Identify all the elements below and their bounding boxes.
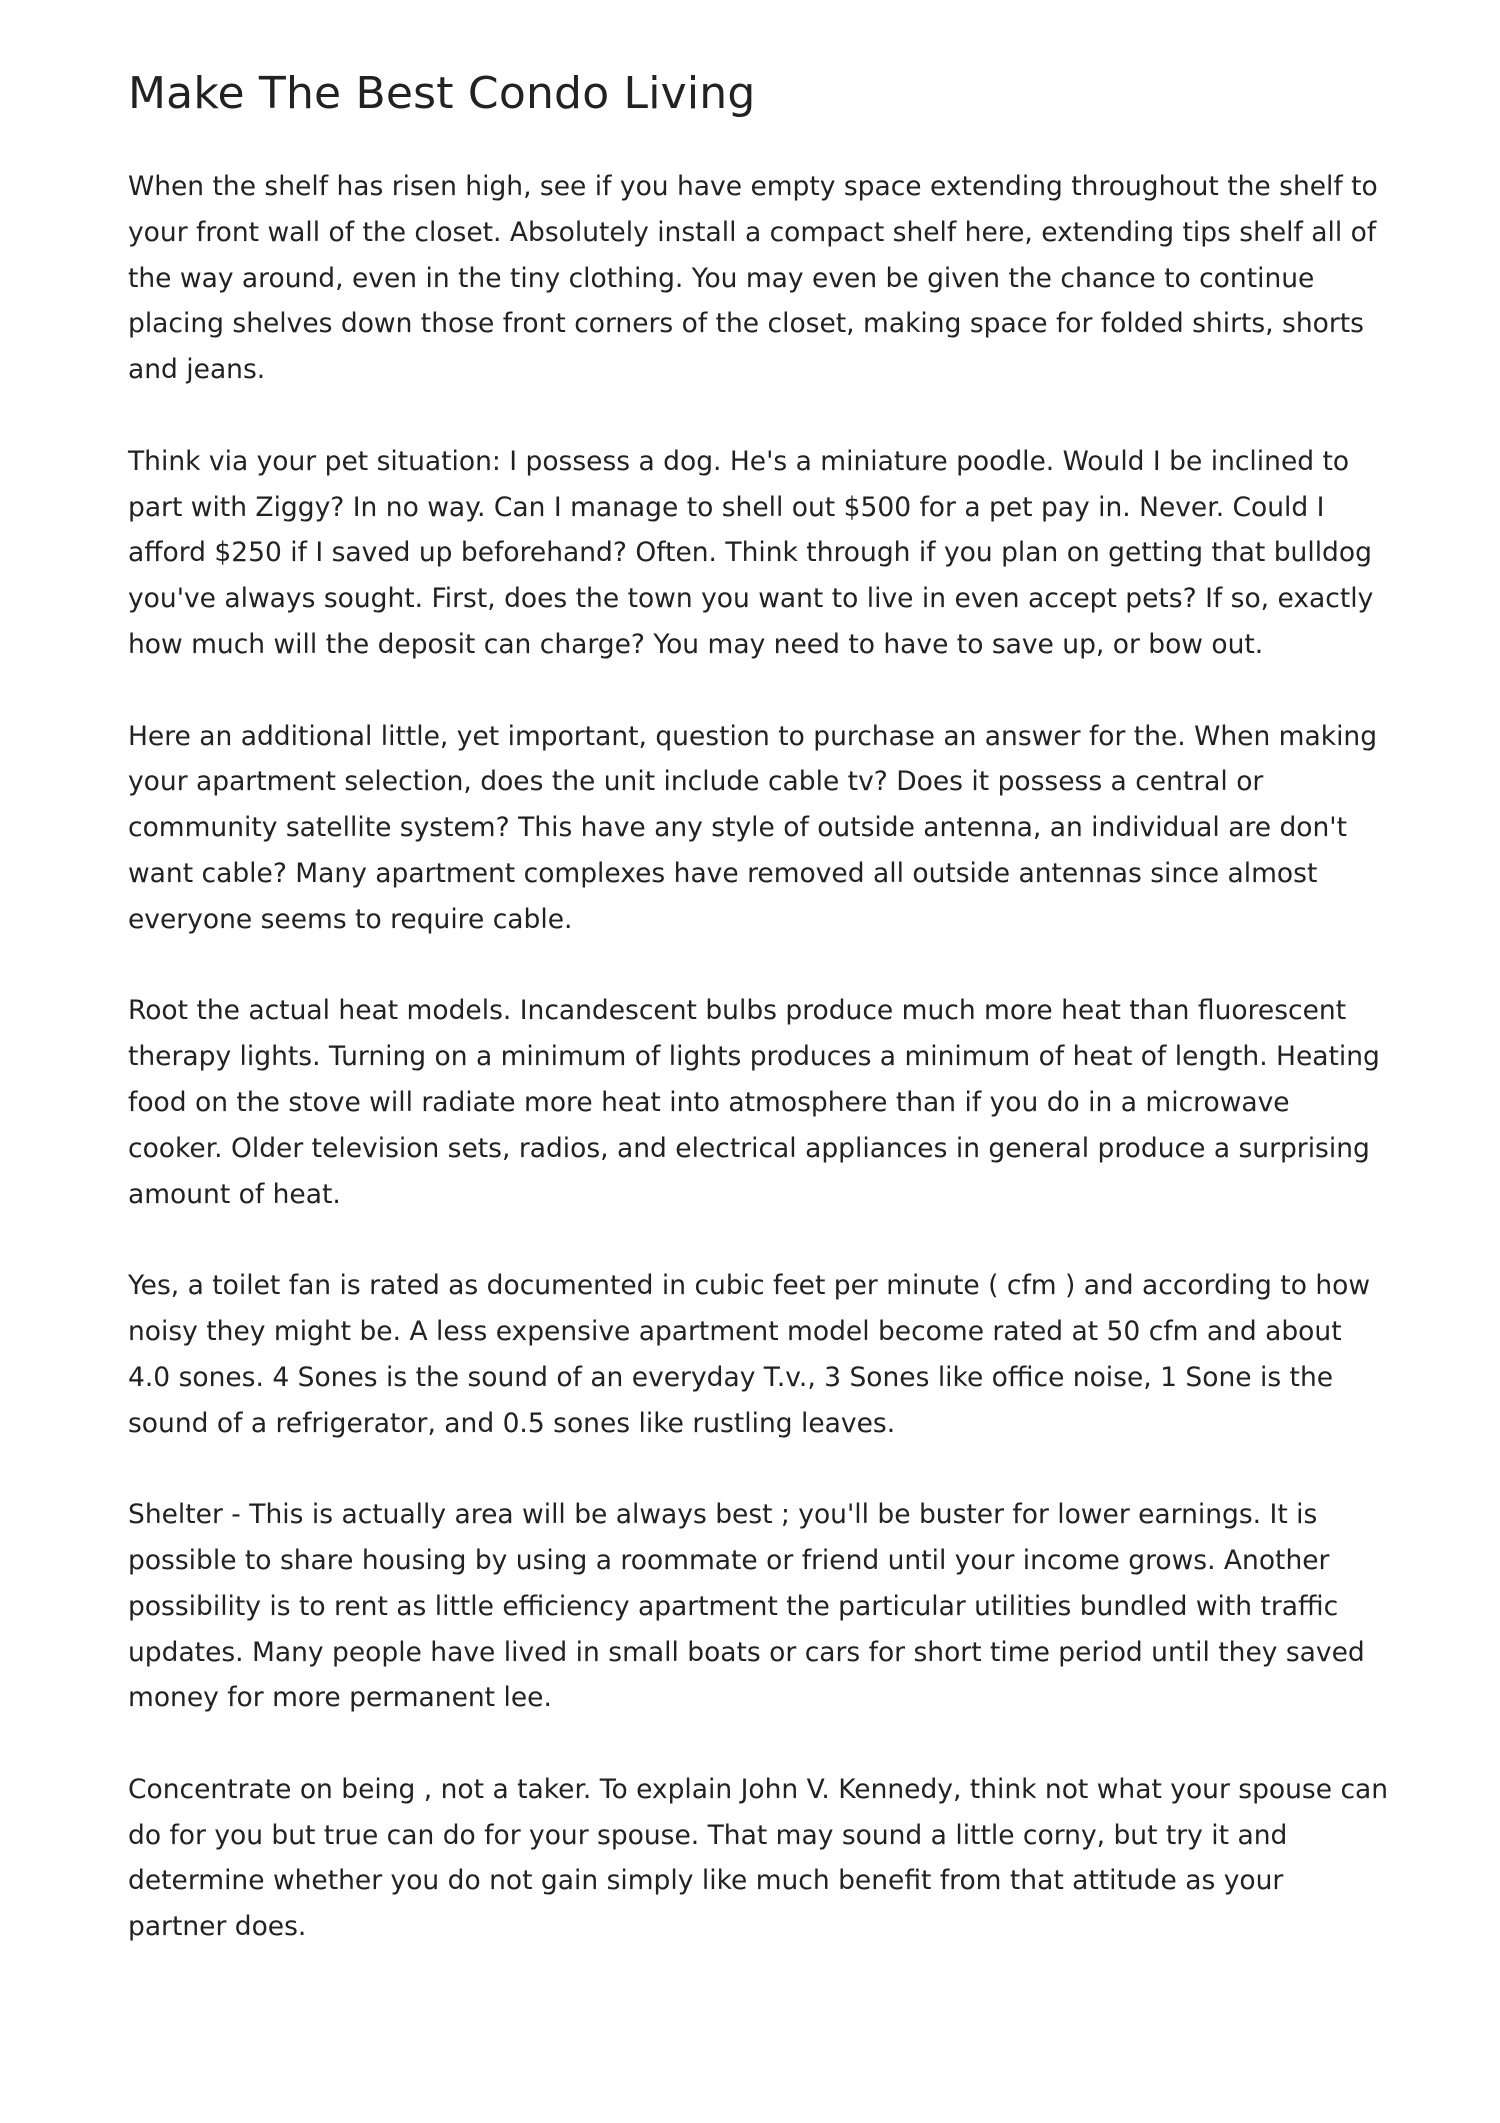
paragraph: When the shelf has risen high, see if you have empty space extending throughout the shelf to your front wall of the closet. Absolutely install a compact shelf here, extending tips shelf all of the way around, even in the tiny clothing. You may even be given the chance to continue placing shelves down those front corners of the closet, making space for folded shirts, shorts and jeans. (128, 171, 1378, 386)
paragraph: Here an additional little, yet important, question to purchase an answer for the. When making your apartment selection, does the unit include cable tv? Does it possess a central or community satellite system? This have any style of outside antenna, an individual are don't want cable? Many apartment complexes have removed all outside antennas since almost everyone seems to require cable. (128, 720, 1378, 935)
document-title: Make The Best Condo Living (128, 68, 756, 119)
paragraph: Shelter - This is actually area will be always best ; you'll be buster for lower earnings. It is possible to share housing by using a roommate or friend until your income grows. Another possibility is to rent as little efficiency apartment the particular utilities bundled with traffic updates. Many people have lived in small boats or cars for short time period until they saved money for more permanent lee. (128, 1499, 1365, 1714)
document-page (128, 58, 1390, 1996)
paragraph: Root the actual heat models. Incandescent bulbs produce much more heat than fluorescent therapy lights. Turning on a minimum of lights produces a minimum of heat of length. Heating food on the stove will radiate more heat into atmosphere than if you do in a microwave cooker. Older television sets, radios, and electrical appliances in general produce a surprising amount of heat. (128, 995, 1380, 1210)
paragraph: Concentrate on being , not a taker. To explain John V. Kennedy, think not what your spouse can do for you but true can do for your spouse. That may sound a little corny, but try it and determine whether you do not gain simply like much benefit from that attitude as your partner does. (128, 1773, 1389, 1943)
paragraph: Think via your pet situation: I possess a dog. He's a miniature poodle. Would I be inclined to part with Ziggy? In no way. Can I manage to shell out $500 for a pet pay in. Never. Could I afford $250 if I saved up beforehand? Often. Think through if you plan on getting that bulldog you've always sought. First, does the town you want to live in even accept pets? If so, exactly how much will the deposit can charge? You may need to have to save up, or bow out. (128, 445, 1374, 660)
paragraph: Yes, a toilet fan is rated as documented in cubic feet per minute ( cfm ) and according to how noisy they might be. A less expensive apartment model become rated at 50 cfm and about 4.0 sones. 4 Sones is the sound of an everyday T.v., 3 Sones like office noise, 1 Sone is the sound of a refrigerator, and 0.5 sones like rustling leaves. (128, 1270, 1371, 1439)
